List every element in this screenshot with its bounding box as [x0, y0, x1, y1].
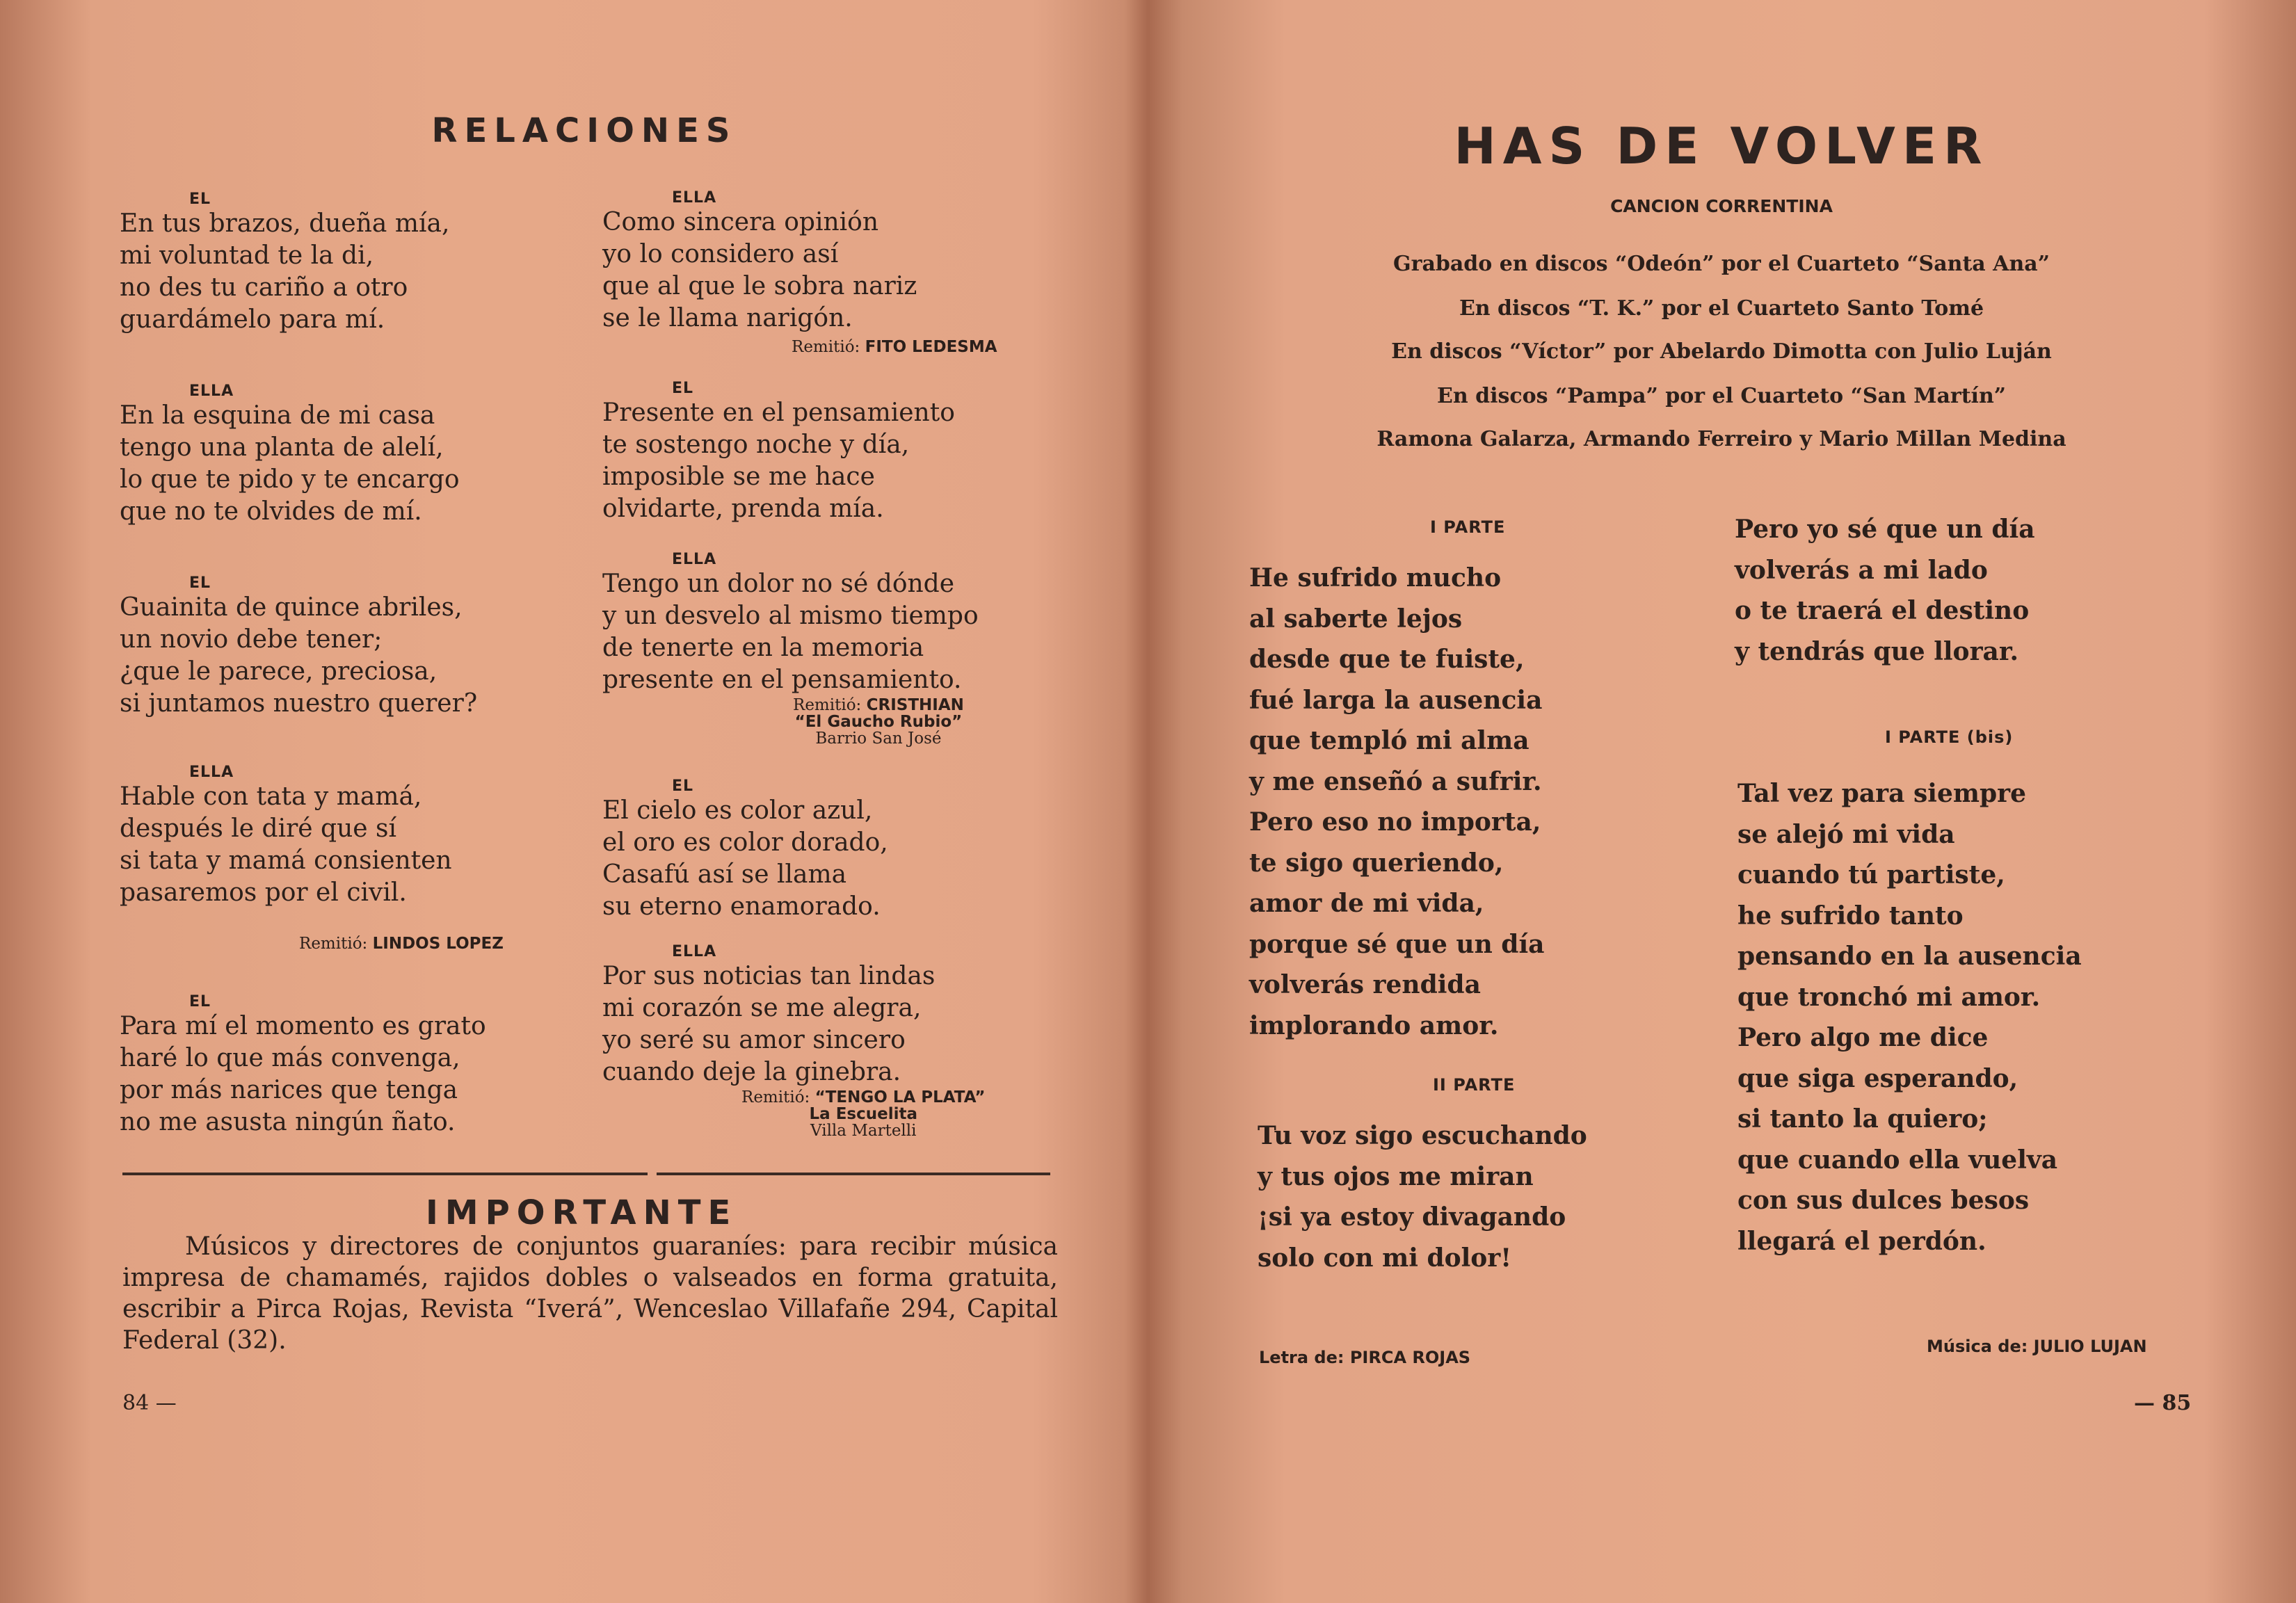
recording-credit: En discos “Víctor” por Abelardo Dimotta con Julio Luján: [1391, 339, 2052, 364]
remit-label: Remitió:: [741, 1088, 810, 1106]
right-page: [1148, 0, 2296, 1603]
verse-line: El cielo es color azul,: [602, 796, 873, 825]
remit-name: “TENGO LA PLATA”: [814, 1088, 986, 1106]
verse-line: si juntamos nuestro querer?: [120, 689, 478, 718]
lyric-line: implorando amor.: [1249, 1010, 1499, 1040]
remit-name: CRISTHIAN: [866, 696, 964, 714]
part-heading: I PARTE: [1430, 517, 1506, 537]
lyric-line: porque sé que un día: [1249, 929, 1545, 959]
page-number: — 85: [2134, 1391, 2192, 1415]
speaker-label: ELLA: [189, 382, 234, 400]
speaker-label: EL: [672, 778, 694, 795]
stanza: [602, 189, 917, 335]
stanza: [120, 191, 449, 336]
stanza: [602, 551, 979, 696]
song-title: HAS DE VOLVER: [1454, 117, 1989, 175]
remit-place: Barrio San José: [815, 730, 942, 748]
verse-line: tengo una planta de alelí,: [120, 433, 444, 462]
verse-line: Por sus noticias tan lindas: [602, 962, 936, 990]
verse-line: lo que te pido y te encargo: [120, 465, 460, 494]
verse-line: presente en el pensamiento.: [602, 666, 962, 694]
lyric-line: Tu voz sigo escuchando: [1258, 1121, 1587, 1150]
page-number: 84 —: [122, 1391, 177, 1415]
lyric-line: desde que te fuiste,: [1249, 645, 1525, 674]
speaker-label: ELLA: [672, 943, 717, 960]
verse-line: Como sincera opinión: [602, 208, 879, 236]
recording-credit: Grabado en discos “Odeón” por el Cuarteto “Santa Ana”: [1393, 252, 2050, 276]
speaker-label: ELLA: [189, 764, 234, 781]
important-heading: IMPORTANTE: [426, 1193, 738, 1232]
verse-line: En tus brazos, dueña mía,: [120, 209, 450, 238]
lyric-line: ¡si ya estoy divagando: [1258, 1202, 1566, 1232]
remit-nickname: “El Gaucho Rubio”: [794, 713, 963, 731]
verse-line: su eterno enamorado.: [602, 892, 881, 921]
song-subtitle: CANCION CORRENTINA: [1610, 196, 1833, 216]
verse-line: un novio debe tener;: [120, 625, 383, 654]
remit-credit: [793, 697, 964, 747]
important-notice: [122, 1231, 1058, 1356]
verse-line: ¿que le parece, preciosa,: [120, 657, 437, 686]
lyric-line: que templó mi alma: [1249, 726, 1530, 755]
verse-line: Guainita de quince abriles,: [120, 593, 463, 622]
lyric-line: llegará el perdón.: [1737, 1226, 1986, 1256]
lyric-line: volverás a mi lado: [1735, 555, 1988, 585]
stanza: [120, 382, 460, 528]
remit-credit: [741, 1089, 986, 1139]
verse-line: de tenerte en la memoria: [602, 634, 924, 662]
stanza: [602, 778, 888, 923]
speaker-label: EL: [189, 574, 211, 592]
music-author: Música de: JULIO LUJAN: [1927, 1337, 2147, 1356]
lyrics-part-1-bis: [1737, 773, 2082, 1262]
verse-line: que al que le sobra nariz: [602, 272, 917, 300]
verse-line: Hable con tata y mamá,: [120, 782, 422, 811]
verse-line: el oro es color dorado,: [602, 828, 888, 857]
verse-line: mi voluntad te la di,: [120, 241, 374, 270]
part-heading: II PARTE: [1433, 1075, 1516, 1095]
lyric-line: Pero yo sé que un día: [1735, 515, 2035, 544]
remit-credit: [792, 338, 997, 356]
lyrics-part-1: [1249, 558, 1544, 1046]
verse-line: pasaremos por el civil.: [120, 878, 407, 907]
lyric-line: que siga esperando,: [1737, 1063, 2018, 1093]
lyrics-part-2: [1258, 1115, 1587, 1278]
speaker-label: ELLA: [672, 551, 717, 568]
remit-label: Remitió:: [793, 696, 862, 714]
verse-line: no des tu cariño a otro: [120, 273, 408, 302]
lyric-line: he sufrido tanto: [1737, 901, 1964, 931]
stanza: [120, 764, 452, 909]
lyric-line: se alejó mi vida: [1737, 819, 1955, 849]
lyric-line: pensando en la ausencia: [1737, 942, 2082, 971]
speaker-label: EL: [189, 191, 211, 208]
verse-line: y un desvelo al mismo tiempo: [602, 602, 979, 630]
remit-name: LINDOS LOPEZ: [372, 935, 504, 953]
lyric-line: y me enseñó a sufrir.: [1249, 766, 1542, 796]
verse-line: haré lo que más convenga,: [120, 1044, 460, 1072]
recording-credit: En discos “Pampa” por el Cuarteto “San Martín”: [1436, 384, 2007, 408]
lyric-line: si tanto la quiero;: [1737, 1104, 1988, 1134]
verse-line: yo lo considero así: [602, 240, 839, 268]
page-title: RELACIONES: [431, 111, 737, 150]
verse-line: se le llama narigón.: [602, 304, 853, 332]
lyric-line: solo con mi dolor!: [1258, 1243, 1512, 1273]
lyric-line: y tus ojos me miran: [1258, 1161, 1534, 1191]
remit-credit: [299, 935, 504, 953]
stanza: [602, 380, 955, 525]
lyric-line: que cuando ella vuelva: [1737, 1145, 2058, 1175]
lyric-line: Pero algo me dice: [1737, 1023, 1989, 1052]
recording-credit: Ramona Galarza, Armando Ferreiro y Mario Millan Medina: [1376, 427, 2066, 451]
lyric-line: cuando tú partiste,: [1737, 860, 2005, 889]
lyric-line: Tal vez para siempre: [1737, 779, 2026, 808]
verse-line: si tata y mamá consienten: [120, 846, 452, 875]
verse-line: guardámelo para mí.: [120, 305, 385, 334]
lyric-line: te sigo queriendo,: [1249, 848, 1504, 878]
lyric-line: o te traerá el destino: [1735, 596, 2030, 625]
divider-rule: [122, 1173, 648, 1175]
lyric-line: al saberte lejos: [1249, 604, 1463, 634]
recording-credit: En discos “T. K.” por el Cuarteto Santo Tomé: [1459, 296, 1984, 321]
verse-line: Para mí el momento es grato: [120, 1012, 486, 1040]
verse-line: yo seré su amor sincero: [602, 1026, 906, 1054]
lyric-line: He sufrido mucho: [1249, 563, 1502, 593]
important-notice-text: Músicos y directores de conjuntos guaraníes: para recibir música impresa de chamamés, rajidos dobles o valseados en forma gratuita, escribir a Pirca Rojas, Revista “Iverá”, Wenceslao Villafañe 294, Capital Federal (32).: [122, 1232, 1058, 1355]
lyric-line: que tronchó mi amor.: [1737, 982, 2041, 1012]
remit-label: Remitió:: [792, 338, 860, 356]
stanza: [602, 943, 935, 1088]
lyric-line: Pero eso no importa,: [1249, 807, 1541, 837]
lyric-line: con sus dulces besos: [1737, 1186, 2030, 1215]
speaker-label: ELLA: [672, 189, 717, 207]
remit-label: Remitió:: [299, 935, 368, 953]
lyrics-continuation: [1735, 509, 2035, 672]
lyric-line: y tendrás que llorar.: [1735, 636, 2019, 666]
verse-line: que no te olvides de mí.: [120, 497, 422, 526]
verse-line: mi corazón se me alegra,: [602, 994, 922, 1022]
divider-rule: [657, 1173, 1050, 1175]
lyric-line: volverás rendida: [1249, 970, 1481, 999]
verse-line: Casafú así se llama: [602, 860, 847, 889]
verse-line: Tengo un dolor no sé dónde: [602, 570, 955, 598]
verse-line: imposible se me hace: [602, 462, 875, 491]
lyric-line: fué larga la ausencia: [1249, 685, 1543, 715]
verse-line: después le diré que sí: [120, 814, 397, 843]
verse-line: te sostengo noche y día,: [602, 430, 910, 459]
part-heading: I PARTE (bis): [1885, 727, 2014, 747]
verse-line: Presente en el pensamiento: [602, 398, 955, 427]
verse-line: En la esquina de mi casa: [120, 401, 435, 430]
remit-school: La Escuelita: [809, 1105, 917, 1123]
remit-name: FITO LEDESMA: [865, 338, 997, 356]
verse-line: no me asusta ningún ñato.: [120, 1108, 456, 1136]
lyrics-author: Letra de: PIRCA ROJAS: [1259, 1348, 1471, 1367]
verse-line: cuando deje la ginebra.: [602, 1058, 901, 1086]
stanza: [120, 993, 486, 1138]
remit-place: Villa Martelli: [810, 1122, 917, 1140]
verse-line: olvidarte, prenda mía.: [602, 494, 884, 523]
speaker-label: EL: [189, 993, 211, 1010]
stanza: [120, 574, 477, 720]
speaker-label: EL: [672, 380, 694, 397]
verse-line: por más narices que tenga: [120, 1076, 458, 1104]
lyric-line: amor de mi vida,: [1249, 889, 1484, 918]
